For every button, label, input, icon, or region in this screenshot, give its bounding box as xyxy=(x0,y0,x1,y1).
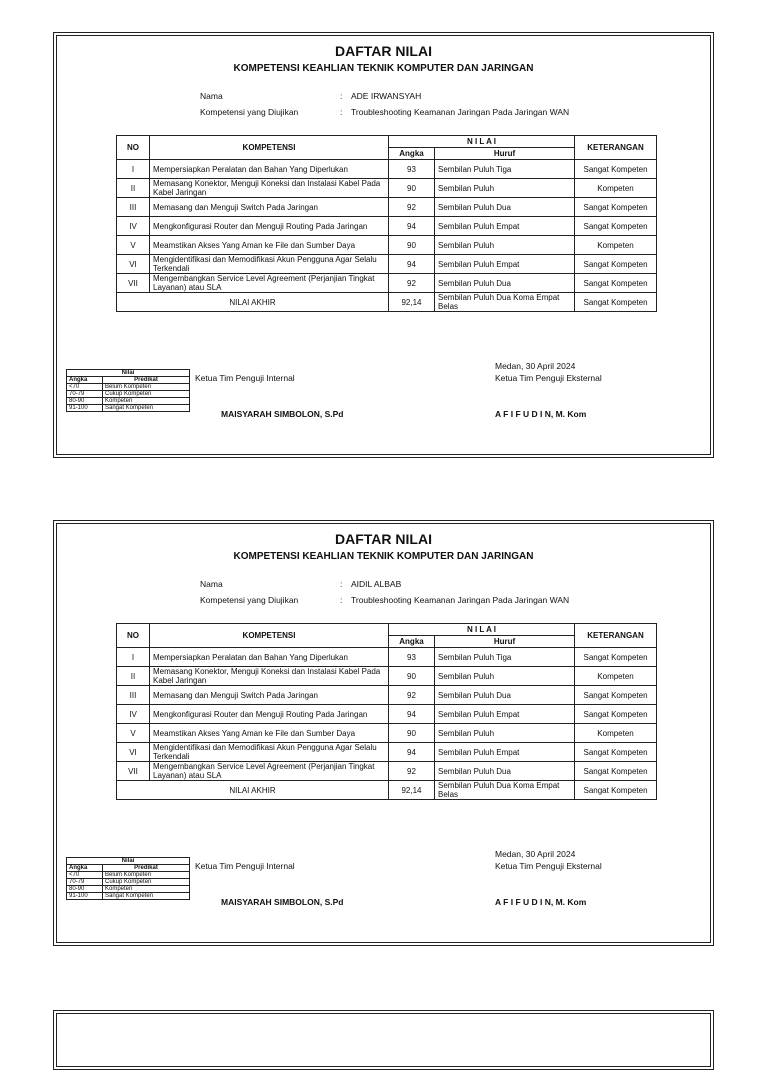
row-keterangan: Sangat Kompeten xyxy=(575,217,657,236)
row-kompetensi: Mengidentifikasi dan Memodifikasi Akun Pengguna Agar Selalu Terkendali xyxy=(150,743,389,762)
table-row xyxy=(117,274,657,293)
table-row xyxy=(117,179,657,198)
row-angka: 90 xyxy=(389,236,435,255)
table-row xyxy=(117,255,657,274)
row-kompetensi: Memasang dan Menguji Switch Pada Jaringan xyxy=(150,198,389,217)
legend-range: 80-90 xyxy=(67,886,103,893)
row-angka: 92 xyxy=(389,274,435,293)
row-kompetensi: Mempersiapkan Peralatan dan Bahan Yang Diperlukan xyxy=(150,160,389,179)
place-date: Medan, 30 April 2024 xyxy=(495,849,576,859)
header-nilai-label: N I L A I xyxy=(466,625,497,634)
row-kompetensi: Meamstikan Akses Yang Aman ke File dan Sumber Daya xyxy=(150,724,389,743)
internal-examiner-name: MAISYARAH SIMBOLON, S.Pd xyxy=(221,409,344,419)
header-nilai xyxy=(389,136,575,148)
colon: : xyxy=(340,91,343,101)
colon: : xyxy=(340,579,343,589)
name-label: Nama xyxy=(200,579,223,589)
table-row xyxy=(117,762,657,781)
row-angka: 94 xyxy=(389,255,435,274)
row-angka: 94 xyxy=(389,705,435,724)
legend-row xyxy=(67,886,190,893)
legend-predikat: Kompeten xyxy=(103,398,190,405)
legend-range: <70 xyxy=(67,872,103,879)
header-no: NO xyxy=(117,624,150,648)
legend-title: Nilai xyxy=(67,370,190,377)
header-keterangan: KETERANGAN xyxy=(575,624,657,648)
header-angka: Angka xyxy=(389,148,435,160)
legend-row xyxy=(67,893,190,900)
row-kompetensi: Mempersiapkan Peralatan dan Bahan Yang Diperlukan xyxy=(150,648,389,667)
legend-range: 91-100 xyxy=(67,405,103,412)
row-keterangan: Sangat Kompeten xyxy=(575,648,657,667)
table-row xyxy=(117,724,657,743)
competency-label: Kompetensi yang Diujikan xyxy=(200,595,299,605)
row-keterangan: Kompeten xyxy=(575,236,657,255)
colon: : xyxy=(340,595,343,605)
row-angka: 94 xyxy=(389,217,435,236)
colon: : xyxy=(340,107,343,117)
legend-row xyxy=(67,872,190,879)
row-keterangan: Kompeten xyxy=(575,724,657,743)
row-angka: 93 xyxy=(389,160,435,179)
sheet-title: DAFTAR NILAI xyxy=(335,43,432,59)
row-angka: 92 xyxy=(389,198,435,217)
final-label: NILAI AKHIR xyxy=(117,781,389,800)
legend-predikat: Sangat Kompeten xyxy=(103,893,190,900)
legend-col-predikat: Predikat xyxy=(103,377,190,384)
row-kompetensi: Meamstikan Akses Yang Aman ke File dan Sumber Daya xyxy=(150,236,389,255)
row-huruf: Sembilan Puluh Empat xyxy=(435,255,575,274)
legend-row xyxy=(67,405,190,412)
final-score-row xyxy=(117,781,657,800)
legend-row xyxy=(67,398,190,405)
row-huruf: Sembilan Puluh Dua xyxy=(435,274,575,293)
student-name: ADE IRWANSYAH xyxy=(351,91,422,101)
row-angka: 94 xyxy=(389,743,435,762)
row-keterangan: Sangat Kompeten xyxy=(575,686,657,705)
row-angka: 92 xyxy=(389,686,435,705)
external-examiner-name: A F I F U D I N, M. Kom xyxy=(495,409,587,419)
table-row xyxy=(117,705,657,724)
legend-col-angka: Angka xyxy=(67,377,103,384)
row-keterangan: Sangat Kompeten xyxy=(575,762,657,781)
row-keterangan: Sangat Kompeten xyxy=(575,743,657,762)
row-number: I xyxy=(117,160,150,179)
legend-range: 70-79 xyxy=(67,391,103,398)
row-number: II xyxy=(117,667,150,686)
row-kompetensi: Memasang Konektor, Menguji Koneksi dan Instalasi Kabel Pada Kabel Jaringan xyxy=(150,179,389,198)
legend-row xyxy=(67,391,190,398)
place-date: Medan, 30 April 2024 xyxy=(495,361,576,371)
final-label: NILAI AKHIR xyxy=(117,293,389,312)
row-number: II xyxy=(117,179,150,198)
legend-range: <70 xyxy=(67,384,103,391)
header-huruf: Huruf xyxy=(435,148,575,160)
table-row xyxy=(117,198,657,217)
row-kompetensi: Mengembangkan Service Level Agreement (Perjanjian Tingkat Layanan) atau SLA xyxy=(150,274,389,293)
final-keterangan: Sangat Kompeten xyxy=(575,293,657,312)
grade-sheet-1 xyxy=(53,32,714,458)
header-huruf: Huruf xyxy=(435,636,575,648)
row-angka: 93 xyxy=(389,648,435,667)
legend-col-predikat: Predikat xyxy=(103,865,190,872)
row-angka: 90 xyxy=(389,667,435,686)
row-kompetensi: Memasang Konektor, Menguji Koneksi dan Instalasi Kabel Pada Kabel Jaringan xyxy=(150,667,389,686)
legend-range: 70-79 xyxy=(67,879,103,886)
competency-value: Troubleshooting Keamanan Jaringan Pada Jaringan WAN xyxy=(351,107,570,117)
grades-table xyxy=(116,623,657,800)
sheet-title: DAFTAR NILAI xyxy=(335,531,432,547)
external-examiner-title: Ketua Tim Penguji Eksternal xyxy=(495,373,602,383)
competency-label: Kompetensi yang Diujikan xyxy=(200,107,299,117)
student-name-row xyxy=(200,579,620,591)
row-number: III xyxy=(117,198,150,217)
legend-predikat: Belum Kompeten xyxy=(103,872,190,879)
grades-table xyxy=(116,135,657,312)
external-examiner-title: Ketua Tim Penguji Eksternal xyxy=(495,861,602,871)
student-name-row xyxy=(200,91,620,103)
row-number: IV xyxy=(117,705,150,724)
header-angka: Angka xyxy=(389,636,435,648)
row-number: VII xyxy=(117,274,150,293)
row-angka: 92 xyxy=(389,762,435,781)
row-number: V xyxy=(117,236,150,255)
row-huruf: Sembilan Puluh Empat xyxy=(435,743,575,762)
grade-sheet-3-partial xyxy=(53,1010,714,1070)
competency-row xyxy=(200,107,620,119)
row-kompetensi: Mengkonfigurasi Router dan Menguji Routing Pada Jaringan xyxy=(150,217,389,236)
row-number: I xyxy=(117,648,150,667)
final-angka: 92,14 xyxy=(389,781,435,800)
row-angka: 90 xyxy=(389,179,435,198)
grade-sheet-2 xyxy=(53,520,714,946)
row-keterangan: Kompeten xyxy=(575,179,657,198)
legend-row xyxy=(67,879,190,886)
final-huruf: Sembilan Puluh Dua Koma Empat Belas xyxy=(435,781,575,800)
row-huruf: Sembilan Puluh Empat xyxy=(435,217,575,236)
row-number: V xyxy=(117,724,150,743)
legend-predikat: Kompeten xyxy=(103,886,190,893)
row-number: III xyxy=(117,686,150,705)
legend-predikat: Belum Kompeten xyxy=(103,384,190,391)
legend-title: Nilai xyxy=(67,858,190,865)
row-angka: 90 xyxy=(389,724,435,743)
internal-examiner-title: Ketua Tim Penguji Internal xyxy=(195,373,295,383)
table-row xyxy=(117,160,657,179)
name-label: Nama xyxy=(200,91,223,101)
competency-value: Troubleshooting Keamanan Jaringan Pada Jaringan WAN xyxy=(351,595,570,605)
row-keterangan: Sangat Kompeten xyxy=(575,160,657,179)
row-huruf: Sembilan Puluh xyxy=(435,724,575,743)
grade-legend xyxy=(66,369,190,412)
header-kompetensi: KOMPETENSI xyxy=(150,624,389,648)
legend-predikat: Cukup Kompeten xyxy=(103,879,190,886)
row-huruf: Sembilan Puluh xyxy=(435,667,575,686)
final-score-row xyxy=(117,293,657,312)
competency-row xyxy=(200,595,620,607)
row-huruf: Sembilan Puluh Dua xyxy=(435,686,575,705)
sheet-subtitle: KOMPETENSI KEAHLIAN TEKNIK KOMPUTER DAN JARINGAN xyxy=(233,63,534,74)
row-huruf: Sembilan Puluh Tiga xyxy=(435,648,575,667)
row-huruf: Sembilan Puluh Dua xyxy=(435,762,575,781)
legend-col-angka: Angka xyxy=(67,865,103,872)
header-nilai-label: N I L A I xyxy=(466,137,497,146)
row-kompetensi: Mengkonfigurasi Router dan Menguji Routing Pada Jaringan xyxy=(150,705,389,724)
row-huruf: Sembilan Puluh Tiga xyxy=(435,160,575,179)
table-row xyxy=(117,686,657,705)
row-kompetensi: Mengidentifikasi dan Memodifikasi Akun Pengguna Agar Selalu Terkendali xyxy=(150,255,389,274)
student-name: AIDIL ALBAB xyxy=(351,579,402,589)
row-number: VI xyxy=(117,255,150,274)
row-keterangan: Sangat Kompeten xyxy=(575,198,657,217)
row-keterangan: Sangat Kompeten xyxy=(575,705,657,724)
final-angka: 92,14 xyxy=(389,293,435,312)
header-keterangan: KETERANGAN xyxy=(575,136,657,160)
table-row xyxy=(117,667,657,686)
row-huruf: Sembilan Puluh Dua xyxy=(435,198,575,217)
row-huruf: Sembilan Puluh xyxy=(435,236,575,255)
table-row xyxy=(117,217,657,236)
row-huruf: Sembilan Puluh xyxy=(435,179,575,198)
row-keterangan: Sangat Kompeten xyxy=(575,255,657,274)
legend-row xyxy=(67,384,190,391)
row-huruf: Sembilan Puluh Empat xyxy=(435,705,575,724)
internal-examiner-name: MAISYARAH SIMBOLON, S.Pd xyxy=(221,897,344,907)
grade-legend xyxy=(66,857,190,900)
table-row xyxy=(117,743,657,762)
row-kompetensi: Mengembangkan Service Level Agreement (Perjanjian Tingkat Layanan) atau SLA xyxy=(150,762,389,781)
legend-predikat: Sangat Kompeten xyxy=(103,405,190,412)
header-no: NO xyxy=(117,136,150,160)
final-keterangan: Sangat Kompeten xyxy=(575,781,657,800)
internal-examiner-title: Ketua Tim Penguji Internal xyxy=(195,861,295,871)
row-keterangan: Sangat Kompeten xyxy=(575,274,657,293)
row-keterangan: Kompeten xyxy=(575,667,657,686)
header-kompetensi: KOMPETENSI xyxy=(150,136,389,160)
legend-range: 80-90 xyxy=(67,398,103,405)
row-number: IV xyxy=(117,217,150,236)
row-number: VI xyxy=(117,743,150,762)
external-examiner-name: A F I F U D I N, M. Kom xyxy=(495,897,587,907)
row-number: VII xyxy=(117,762,150,781)
sheet-subtitle: KOMPETENSI KEAHLIAN TEKNIK KOMPUTER DAN JARINGAN xyxy=(233,551,534,562)
row-kompetensi: Memasang dan Menguji Switch Pada Jaringan xyxy=(150,686,389,705)
table-row xyxy=(117,648,657,667)
final-huruf: Sembilan Puluh Dua Koma Empat Belas xyxy=(435,293,575,312)
legend-range: 91-100 xyxy=(67,893,103,900)
legend-predikat: Cukup Kompeten xyxy=(103,391,190,398)
table-row xyxy=(117,236,657,255)
header-nilai xyxy=(389,624,575,636)
